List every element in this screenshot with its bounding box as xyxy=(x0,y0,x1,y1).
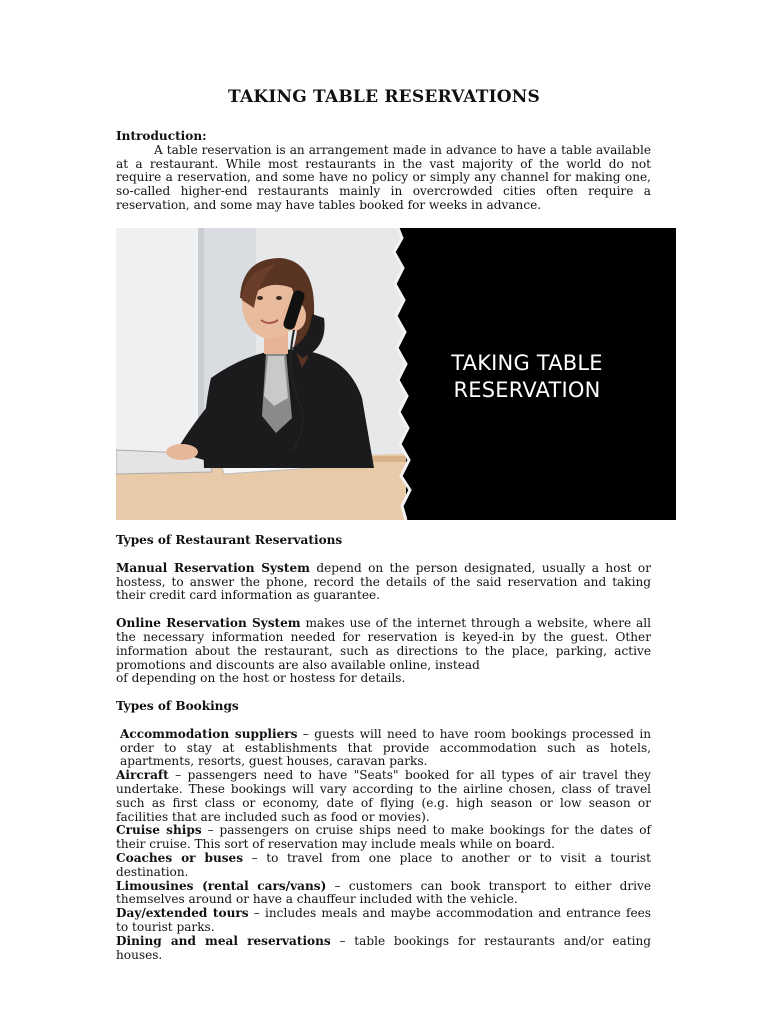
bookings-heading: Types of Bookings xyxy=(116,699,239,713)
hero-caption-line2: RESERVATION xyxy=(453,378,601,402)
online-reservation-paragraph xyxy=(116,617,651,672)
intro-label: Introduction: xyxy=(116,129,207,143)
booking-item-term: Day/extended tours xyxy=(116,906,249,921)
booking-item xyxy=(116,907,651,935)
booking-item xyxy=(116,728,651,769)
booking-item-term: Dining and meal reservations xyxy=(116,933,331,948)
booking-item-term: Aircraft xyxy=(116,768,169,783)
booking-item-text: – includes meals and maybe accommodation and entrance fees to tourist parks. xyxy=(116,906,651,934)
manual-reservation-paragraph xyxy=(116,562,651,603)
booking-item-text: – guests will need to have room bookings processed in order to stay at establishments that provide accommodation such as hotels, apartments, resorts, guest houses, caravan parks. xyxy=(120,726,651,769)
reservation-types-heading: Types of Restaurant Reservations xyxy=(116,533,343,547)
booking-item xyxy=(116,769,651,824)
hero-image xyxy=(116,228,676,520)
booking-item-text: – customers can book transport to either drive themselves around or have a chauffeur included with the vehicle. xyxy=(116,878,651,907)
intro-paragraph: A table reservation is an arrangement made in advance to have a table available at a restaurant. While most restaurants in the vast majority of the world do not require a reservation, and some have no policy or simply any channel for making one, so-called higher-end restaurants mainly in overcrowded cities often require a reservation, and some may have tables booked for weeks in advance. xyxy=(116,142,651,212)
page-title: TAKING TABLE RESERVATIONS xyxy=(228,87,540,107)
bookings-section xyxy=(116,700,651,962)
online-reservation-term: Online Reservation System xyxy=(116,616,301,631)
bookings-list xyxy=(116,728,651,963)
manual-reservation-term: Manual Reservation System xyxy=(116,560,310,575)
booking-item-text: – passengers need to have "Seats" booked for all types of air travel they undertake. These bookings will vary according to the airline chosen, class of travel such as first class or economy, date of flying (e.g. high season or low season or facilities that are included such as food or movies). xyxy=(116,768,651,824)
online-reservation-text-end: of depending on the host or hostess for details. xyxy=(116,671,406,686)
reservation-types-section xyxy=(116,534,651,686)
manual-reservation-text: depend on the person designated, usually a host or hostess, to answer the phone, record the details of the said reservation and taking their credit card information as guarantee. xyxy=(116,560,651,603)
booking-item xyxy=(116,852,651,880)
booking-item-text: – passengers on cruise ships need to make bookings for the dates of their cruise. This sort of reservation may include meals while on board. xyxy=(116,823,651,852)
booking-item-text: – to travel from one place to another or to visit a tourist destination. xyxy=(116,850,652,879)
booking-item xyxy=(116,824,651,852)
online-reservation-text: makes use of the internet through a website, where all the necessary information needed for reservation is keyed-in by the guest. Other information about the restaurant, such as directions to the place, parking, active promotions and discounts are also available online, instead xyxy=(116,616,651,672)
booking-item-term: Accommodation suppliers xyxy=(120,726,298,741)
booking-item-term: Coaches or buses xyxy=(116,850,244,865)
booking-item-text: – table bookings for restaurants and/or eating houses. xyxy=(116,933,651,962)
booking-item-term: Limousines (rental cars/vans) xyxy=(116,878,327,893)
booking-item xyxy=(116,935,651,963)
booking-item-term: Cruise ships xyxy=(116,823,202,838)
intro-section xyxy=(116,130,651,213)
hero-caption xyxy=(412,350,642,404)
booking-item xyxy=(116,880,651,908)
hero-caption-line1: TAKING TABLE xyxy=(451,351,603,375)
